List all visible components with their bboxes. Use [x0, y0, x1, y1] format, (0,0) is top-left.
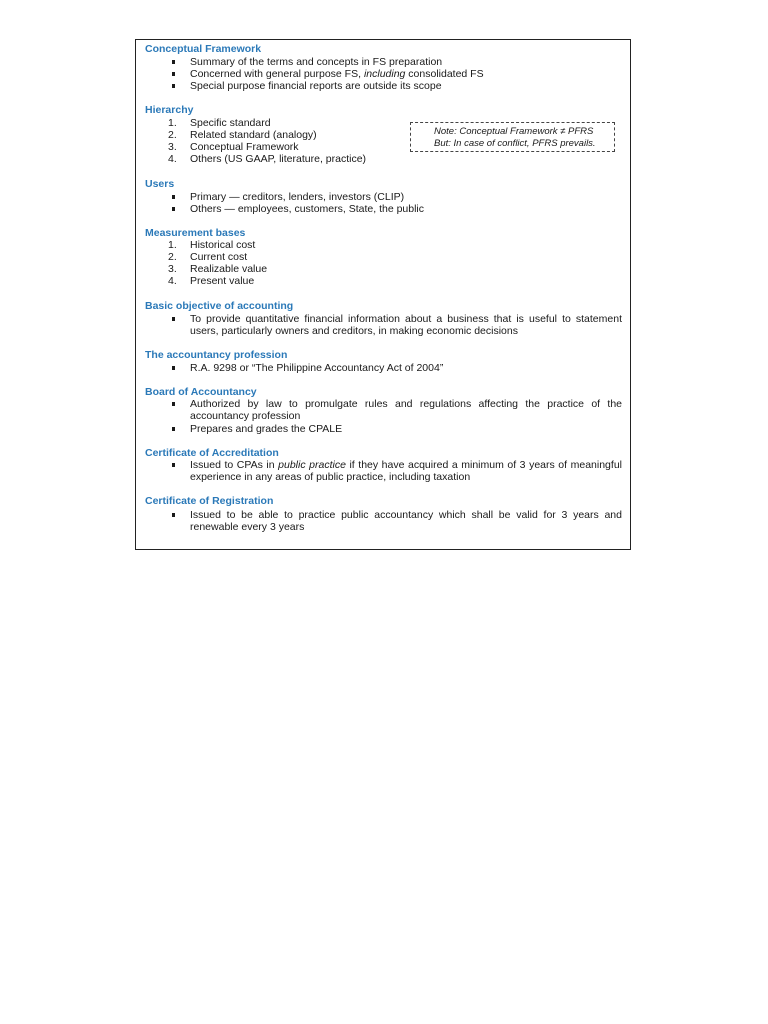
bullet-icon	[172, 72, 175, 76]
bullet-icon	[172, 60, 175, 64]
note-box	[410, 122, 615, 152]
section-title-hierarchy: Hierarchy	[145, 104, 194, 116]
bullet-icon	[172, 207, 175, 211]
section-title-measurement-bases: Measurement bases	[145, 227, 246, 239]
section-title-certificate-of-registration: Certificate of Registration	[145, 495, 274, 507]
bullet-icon	[172, 195, 175, 199]
section-title-certificate-of-accreditation: Certificate of Accreditation	[145, 447, 279, 459]
bullet-icon	[172, 402, 175, 406]
bullet-icon	[172, 463, 175, 467]
document-page: Conceptual Framework Summary of the terms and concepts in FS preparation Concerned with general purpose FS, including consolidated FS Special purpose financial reports are outside its scope Hierarchy 1. Specific standard 2. Related standard (analogy) 3. Conceptual Framework 4. Others (US GAAP, literature, practice) Note: Conceptual Framework ≠ PFRS But: In case of conflict, PFRS prevails. Users Primary — creditors, lenders, investors (CLIP) Others — employees, customers, State, the public Measurement bases 1. Historical cost 2. Current cost 3. Realizable value 4. Present value Basic objective of accounting To provide quantitative financial information about a business that is useful to statement users, particularly owners and creditors, in making economic decisions The accountancy profession R.A. 9298 or “The Philippine Accountancy Act of 2004” Board of Accountancy Authorized by law to promulgate rules and regulations affecting the practice of the accountancy profession Prepares and grades the CPALE Certificate of Accreditation Issued to CPAs in public practice if they have acquired a minimum of 3 years of meaningful experience in any areas of public practice, including taxation Certificate of Registration Issued to be able to practice public accountancy which shall be valid for 3 years and renewable every 3 years	[135, 39, 631, 550]
section-title-conceptual-framework: Conceptual Framework	[145, 43, 262, 55]
section-title-board-of-accountancy: Board of Accountancy	[145, 386, 257, 398]
bullet-icon	[172, 84, 175, 88]
section-title-users: Users	[145, 178, 175, 190]
note-line: But: In case of conflict, PFRS prevails.	[434, 138, 596, 149]
section-title-accountancy-profession: The accountancy profession	[145, 349, 288, 361]
bullet-icon	[172, 513, 175, 517]
bullet-icon	[172, 317, 175, 321]
bullet-icon	[172, 366, 175, 370]
bullet-icon	[172, 427, 175, 431]
note-line: Note: Conceptual Framework ≠ PFRS	[434, 126, 594, 137]
section-title-basic-objective: Basic objective of accounting	[145, 300, 294, 312]
